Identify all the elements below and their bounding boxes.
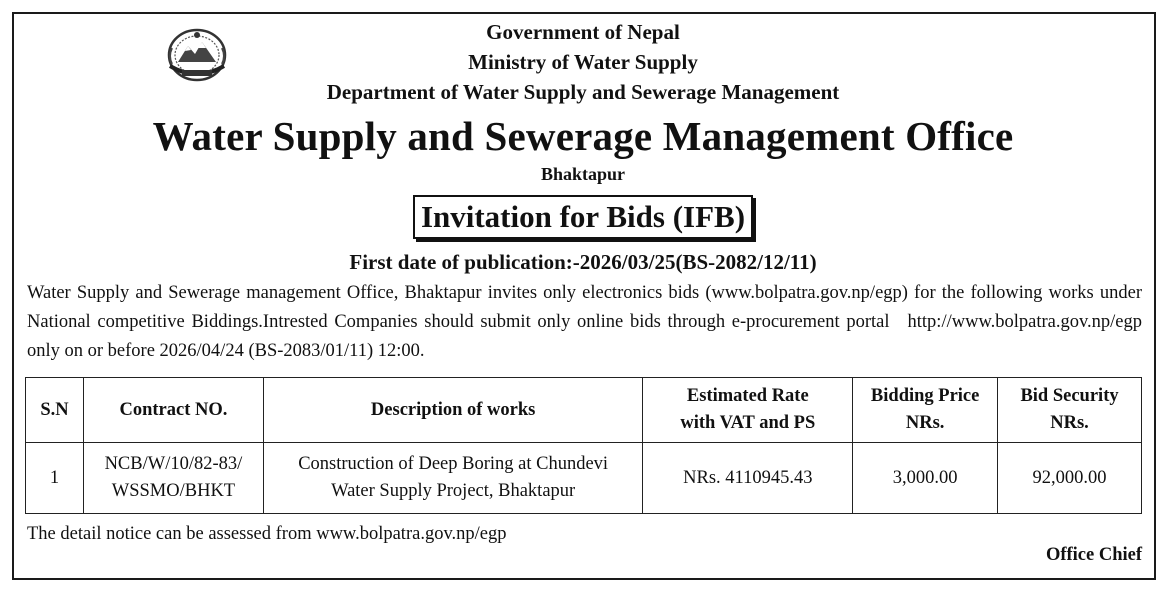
department-heading: Department of Water Supply and Sewerage Management <box>326 80 840 104</box>
header-price <box>853 378 998 443</box>
publication-date: First date of publication:-2026/03/25(BS-2082/12/11) <box>349 250 817 274</box>
header-contract: Contract NO. <box>83 378 263 443</box>
ifb-title-wrap <box>0 195 1166 239</box>
intro-paragraph <box>27 279 1142 366</box>
header-security-line2: NRs. <box>1050 413 1089 433</box>
cell-description-line1: Construction of Deep Boring at Chundevi <box>298 454 609 474</box>
header-rate <box>643 378 853 443</box>
office-title: Water Supply and Sewerage Management Office <box>152 113 1014 159</box>
office-location: Bhaktapur <box>540 164 626 184</box>
header-description: Description of works <box>263 378 643 443</box>
header-price-line2: NRs. <box>905 413 945 433</box>
header-security <box>998 378 1142 443</box>
cell-contract-line1: NCB/W/10/82-83/ <box>104 454 243 474</box>
cell-security: 92,000.00 <box>998 443 1142 514</box>
header-price-line1: Bidding Price <box>870 386 980 406</box>
cell-description-line2: Water Supply Project, Bhaktapur <box>331 481 576 501</box>
cell-description <box>263 443 643 514</box>
cell-rate: NRs. 4110945.43 <box>643 443 853 514</box>
government-heading: Government of Nepal <box>486 20 680 44</box>
cell-contract <box>83 443 263 514</box>
intro-portal-text: http://www.bolpatra.gov.np/egp only on or before 2026/04/24 (BS-2083/01/11) 12:00. <box>27 312 1142 361</box>
footer-note: The detail notice can be assessed from www.bolpatra.gov.np/egp <box>27 524 507 544</box>
ifb-title: Invitation for Bids (IFB) <box>413 195 753 239</box>
ministry-heading: Ministry of Water Supply <box>468 50 698 74</box>
cell-contract-line2: WSSMO/BHKT <box>111 481 236 501</box>
header-security-line1: Bid Security <box>1020 386 1119 406</box>
table-row <box>26 443 1142 514</box>
header-rate-line1: Estimated Rate <box>686 386 809 406</box>
cell-sn: 1 <box>26 443 84 514</box>
header-sn: S.N <box>26 378 84 443</box>
bids-table <box>25 377 1142 514</box>
table-header-row <box>26 378 1142 443</box>
header-rate-line2: with VAT and PS <box>680 413 816 433</box>
intro-text: Water Supply and Sewerage management Office, Bhaktapur invites only electronics bids (www.bolpatra.gov.np/egp) for the following works under National competitive Biddings.Intrested Companies should submit only online bids through e-procurement portal <box>27 283 1142 332</box>
signature: Office Chief <box>1045 545 1142 565</box>
cell-price: 3,000.00 <box>853 443 998 514</box>
